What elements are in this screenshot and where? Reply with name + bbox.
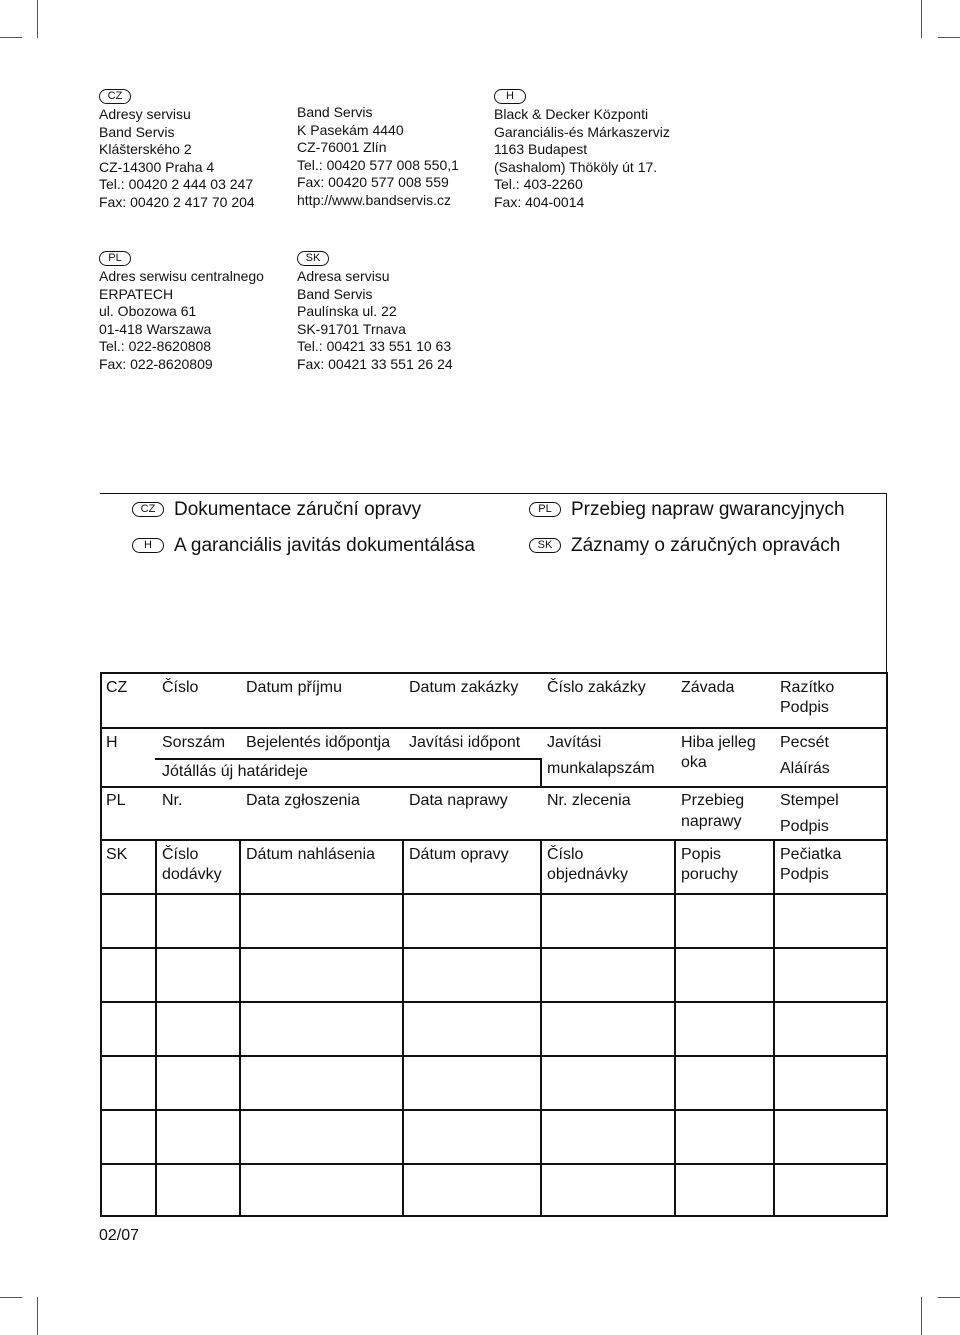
- heading-text: Dokumentace záruční opravy: [174, 499, 422, 520]
- country-code-badge: PL: [529, 502, 561, 517]
- crop-mark: [921, 1297, 922, 1335]
- col-order-date-cz: Datum zakázky: [409, 679, 519, 696]
- country-code-badge: CZ: [132, 502, 164, 517]
- address-line: Fax: 00420 577 008 559: [297, 174, 449, 190]
- address-line: Paulínska ul. 22: [297, 303, 397, 319]
- col-number-sk-2: dodávky: [162, 866, 222, 883]
- address-line: (Sashalom) Thököly út 17.: [494, 158, 658, 175]
- col-fault-sk-2: poruchy: [681, 866, 738, 883]
- frame-top-border: [100, 493, 887, 494]
- table-rule: [155, 839, 157, 1217]
- address-line: K Pasekám 4440: [297, 121, 404, 138]
- country-code-badge: CZ: [99, 89, 131, 104]
- col-fault-h: Hiba jelleg: [681, 734, 756, 751]
- repair-record-table: [100, 672, 887, 1217]
- table-rule: [773, 839, 775, 1217]
- address-line: Band Servis: [297, 104, 373, 120]
- row-lang-pl: PL: [106, 792, 126, 809]
- address-line: Garanciális-és Márkaszerviz: [494, 123, 670, 140]
- heading-pl: [529, 499, 845, 521]
- table-rule: [239, 839, 241, 1217]
- table-rule: [540, 839, 542, 1217]
- crop-mark: [37, 1297, 38, 1335]
- col-repair-date-pl: Data naprawy: [409, 792, 508, 809]
- crop-mark: [0, 37, 22, 38]
- table-rule: [100, 947, 887, 949]
- col-fault-pl: Przebieg: [681, 792, 745, 809]
- col-repair-date-sk: Dátum opravy: [409, 846, 509, 863]
- address-line: Fax: 00421 33 551 26 24: [297, 355, 453, 372]
- table-rule: [674, 839, 676, 1217]
- crop-mark: [938, 1297, 960, 1298]
- col-signature-pl: Podpis: [780, 818, 829, 835]
- col-fault-pl-2: naprawy: [681, 813, 742, 830]
- address-line: Adresa servisu: [297, 268, 390, 284]
- address-line: Adres serwisu centralnego: [99, 268, 264, 284]
- address-line: ERPATECH: [99, 285, 174, 302]
- row-lang-h: H: [106, 734, 118, 751]
- crop-mark: [37, 0, 38, 38]
- col-number-sk: Číslo: [162, 846, 199, 863]
- table-rule: [100, 672, 102, 1217]
- heading-sk: [529, 535, 840, 557]
- crop-mark: [0, 1297, 22, 1298]
- table-rule: [100, 1055, 887, 1057]
- table-rule: [100, 1001, 887, 1003]
- address-line: 01-418 Warszawa: [99, 320, 212, 337]
- heading-h: [132, 535, 475, 557]
- heading-text: Przebieg napraw gwarancyjnych: [571, 499, 845, 520]
- country-code-badge: H: [132, 538, 164, 553]
- table-rule: [886, 672, 888, 1217]
- table-rule: [155, 758, 541, 760]
- col-signature-h: Aláírás: [780, 760, 830, 777]
- frame-right-border: [886, 493, 887, 673]
- col-repair-date-h: Javítási időpont: [409, 734, 521, 751]
- col-received-date-h: Bejelentés időpontja: [246, 734, 391, 751]
- heading-text: Záznamy o záručných opravách: [571, 535, 841, 556]
- col-number-pl: Nr.: [162, 792, 183, 809]
- col-fault-h-2: oka: [681, 754, 707, 771]
- table-rule: [100, 727, 887, 729]
- address-line: Tel.: 00420 577 008 550,1: [297, 156, 459, 173]
- address-line: CZ-76001 Zlín: [297, 139, 387, 155]
- crop-mark: [938, 37, 960, 38]
- website-link[interactable]: http://www.bandservis.cz: [297, 191, 452, 208]
- col-stamp-pl: Stempel: [780, 792, 839, 809]
- address-line: Tel.: 403-2260: [494, 176, 583, 192]
- country-code-badge: SK: [529, 538, 561, 553]
- address-line: Klášterského 2: [99, 141, 192, 157]
- row-lang-cz: CZ: [106, 679, 128, 696]
- col-order-number-cz: Číslo zakázky: [547, 679, 646, 696]
- address-block-cz: [99, 86, 255, 211]
- col-number-h: Sorszám: [162, 734, 226, 751]
- col-signature-cz: Podpis: [780, 699, 829, 716]
- col-order-number-sk-2: objednávky: [547, 866, 628, 883]
- table-rule: [100, 893, 887, 895]
- address-line: CZ-14300 Praha 4: [99, 158, 215, 175]
- heading-text: A garanciális javitás dokumentálása: [174, 535, 476, 556]
- col-stamp-cz: Razítko: [780, 679, 835, 696]
- col-fault-sk: Popis: [681, 846, 722, 863]
- table-rule: [540, 758, 542, 786]
- address-block-sk: [297, 248, 453, 373]
- address-line: Fax: 022-8620809: [99, 355, 213, 372]
- address-block-h: [494, 86, 670, 211]
- address-line: Fax: 00420 2 417 70 204: [99, 193, 255, 210]
- row-lang-sk: SK: [106, 846, 128, 863]
- col-signature-sk: Podpis: [780, 866, 829, 883]
- col-order-number-sk: Číslo: [547, 846, 584, 863]
- address-line: Tel.: 022-8620808: [99, 338, 212, 354]
- address-block-pl: [99, 248, 264, 373]
- col-received-date-pl: Data zgłoszenia: [246, 792, 360, 809]
- col-stamp-h: Pecsét: [780, 734, 829, 751]
- address-line: Tel.: 00421 33 551 10 63: [297, 338, 452, 354]
- crop-mark: [921, 0, 922, 38]
- table-rule: [100, 1163, 887, 1165]
- col-fault-cz: Závada: [681, 679, 735, 696]
- country-code-badge: H: [494, 89, 526, 104]
- table-rule: [100, 672, 887, 674]
- table-rule: [100, 786, 887, 788]
- address-line: Band Servis: [297, 285, 373, 302]
- address-line: SK-91701 Trnava: [297, 320, 406, 337]
- address-line: ul. Obozowa 61: [99, 303, 197, 319]
- address-line: Black & Decker Központi: [494, 106, 649, 122]
- address-line: Tel.: 00420 2 444 03 247: [99, 176, 254, 192]
- col-order-number-pl: Nr. zlecenia: [547, 792, 631, 809]
- table-rule: [402, 839, 404, 1217]
- address-line: Fax: 404-0014: [494, 193, 585, 210]
- address-line: 1163 Budapest: [494, 141, 588, 157]
- table-rule: [100, 1215, 887, 1217]
- col-warranty-deadline-h: Jótállás új határideje: [162, 763, 308, 780]
- country-code-badge: SK: [297, 251, 329, 266]
- col-worksheet-h-2: munkalapszám: [547, 760, 655, 777]
- col-received-date-sk: Dátum nahlásenia: [246, 846, 375, 863]
- table-rule: [100, 1109, 887, 1111]
- col-stamp-sk: Pečiatka: [780, 846, 842, 863]
- country-code-badge: PL: [99, 251, 131, 266]
- heading-cz: [132, 499, 421, 521]
- col-received-date-cz: Datum příjmu: [246, 679, 343, 696]
- col-worksheet-h: Javítási: [547, 734, 602, 751]
- document-code: 02/07: [99, 1227, 140, 1244]
- col-number-cz: Číslo: [162, 679, 199, 696]
- address-line: Adresy servisu: [99, 106, 191, 122]
- address-block-cz-zlin: [297, 104, 459, 209]
- table-rule: [100, 839, 887, 841]
- address-line: Band Servis: [99, 123, 175, 140]
